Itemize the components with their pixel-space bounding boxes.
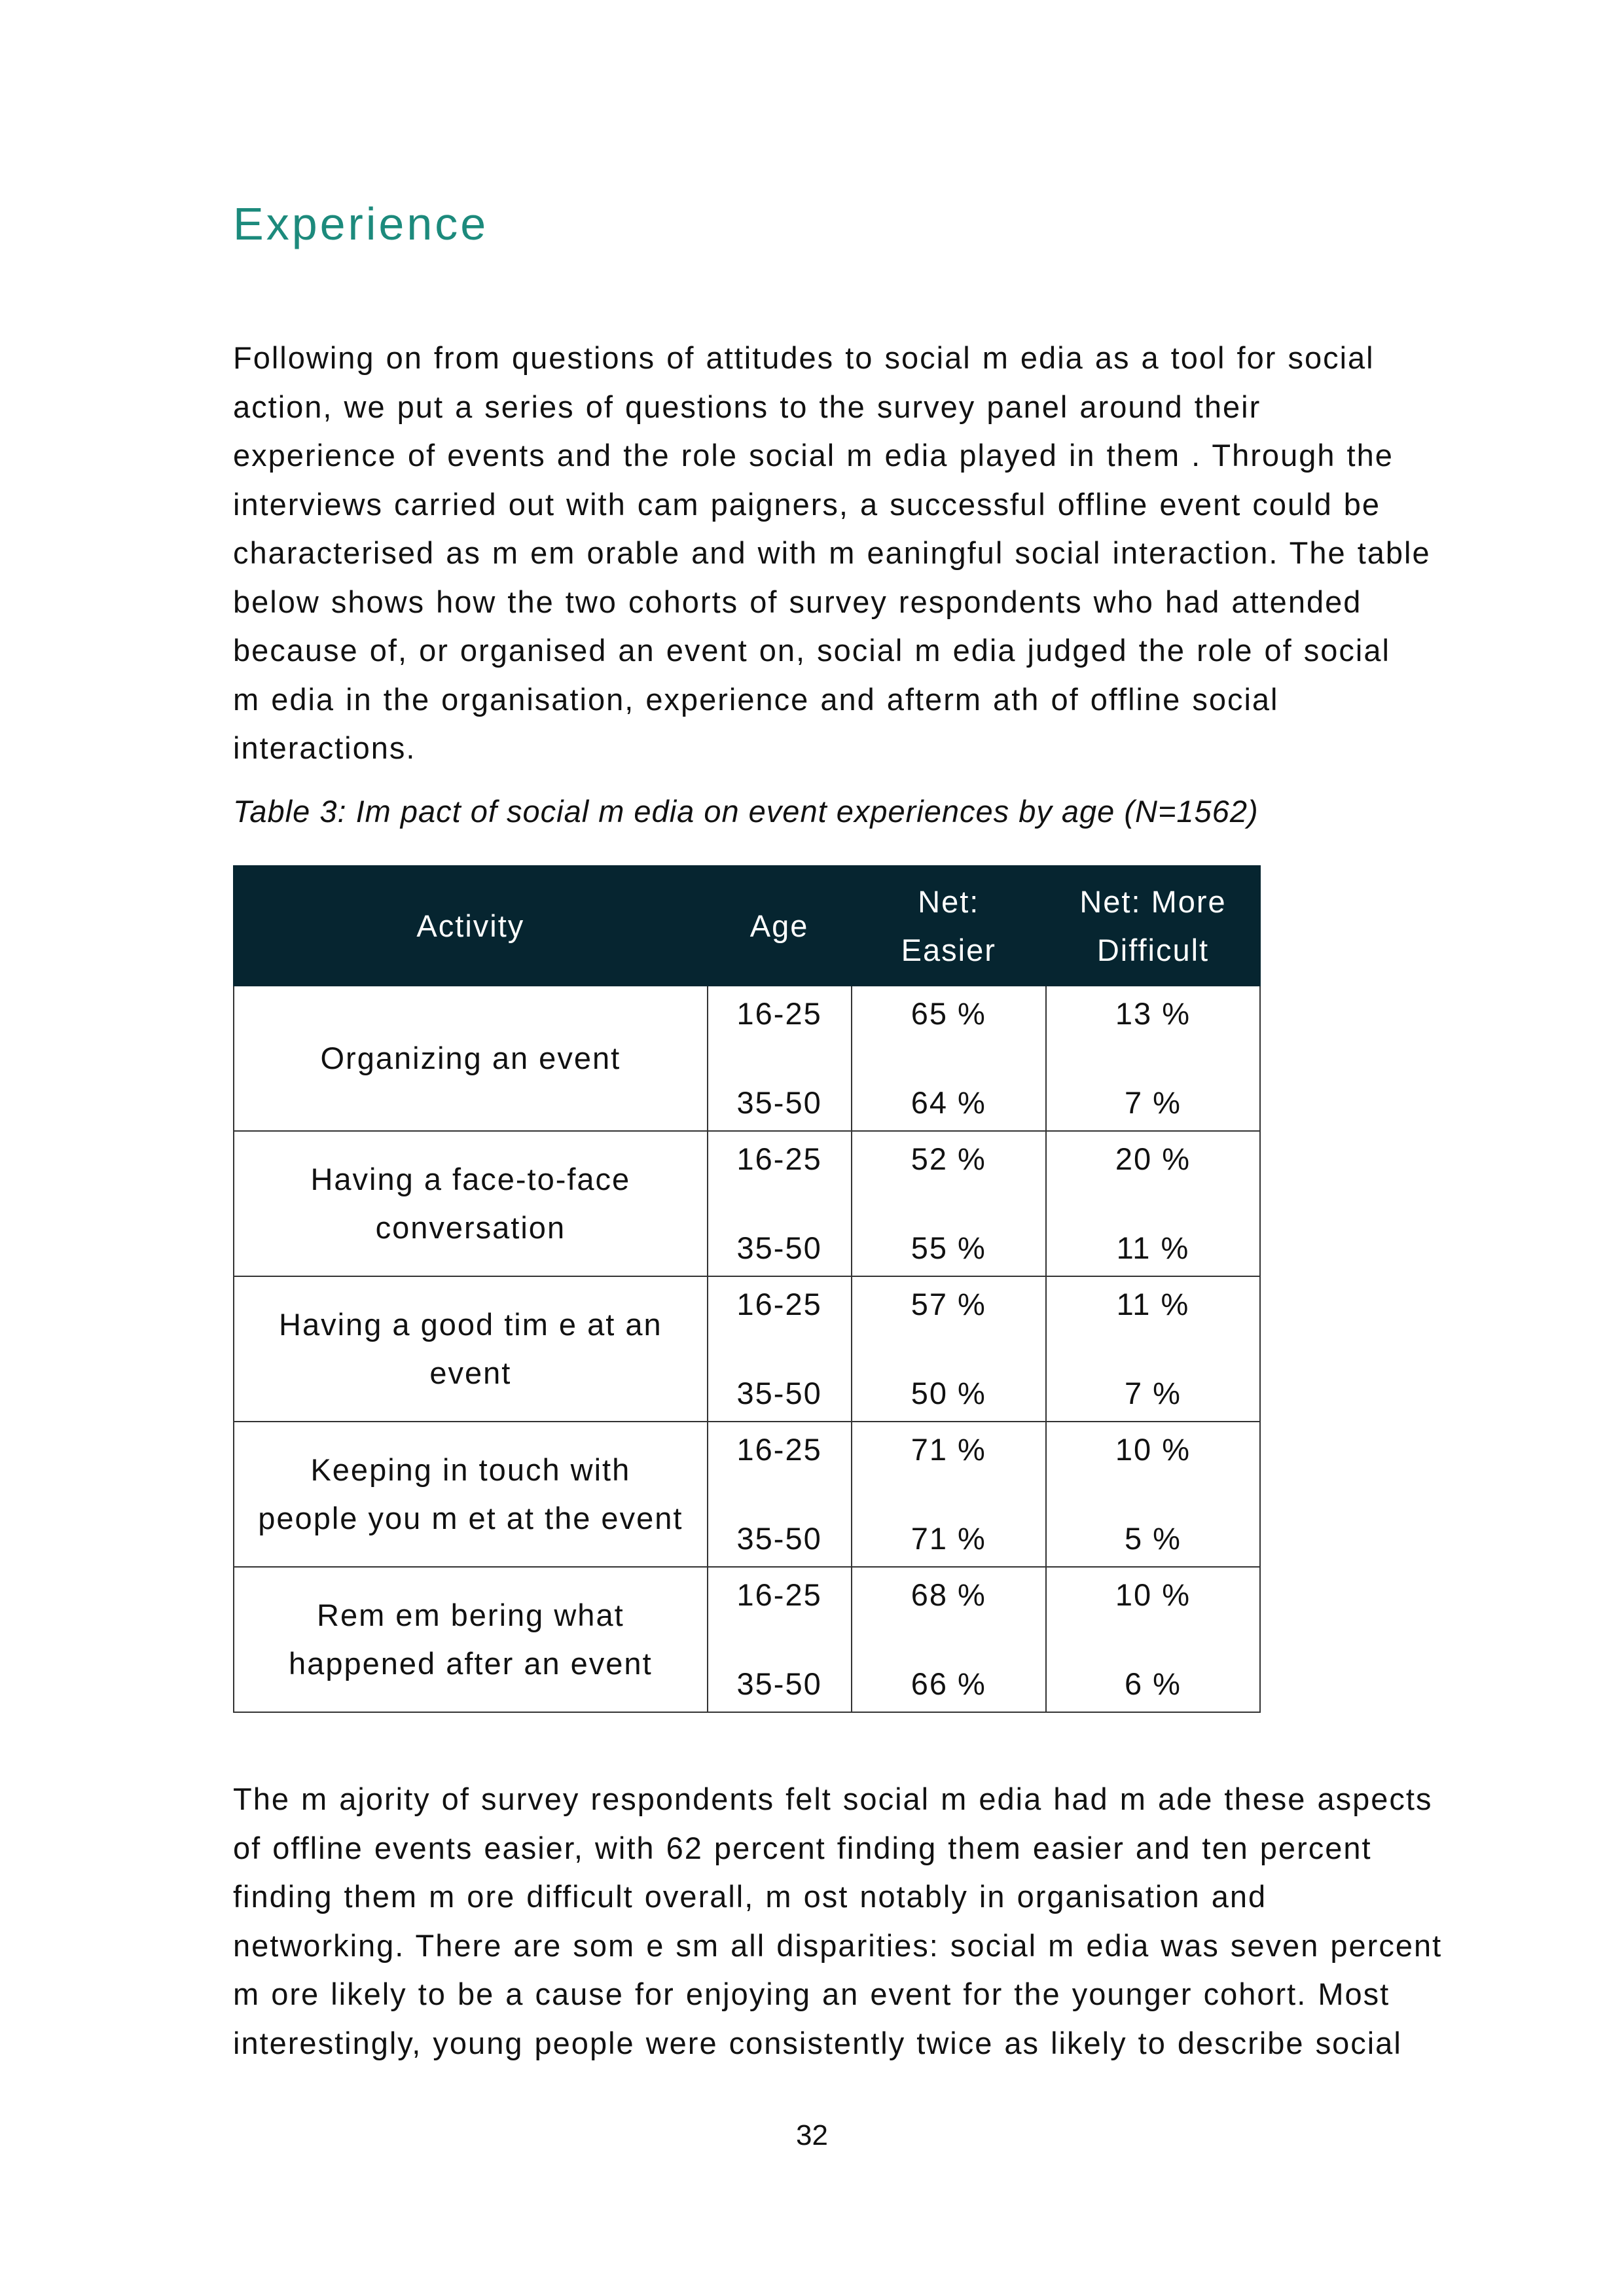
age-value: 16-25 <box>736 996 822 1031</box>
age-value: 35-50 <box>736 1521 822 1556</box>
intro-paragraph <box>233 334 1516 773</box>
table-row <box>234 1276 1260 1422</box>
header-net-difficult-line1: Net: More <box>1079 884 1227 919</box>
difficult-cell <box>1046 1131 1260 1276</box>
easier-value: 68 % <box>911 1577 986 1612</box>
easier-value: 64 % <box>911 1085 986 1120</box>
activity-label: people you m et at the event <box>258 1501 683 1535</box>
age-cell <box>708 986 852 1131</box>
easier-cell <box>852 1131 1046 1276</box>
easier-value: 55 % <box>911 1230 986 1265</box>
activity-cell <box>234 986 708 1131</box>
activity-cell <box>234 1276 708 1422</box>
easier-value: 71 % <box>911 1432 986 1467</box>
easier-cell <box>852 986 1046 1131</box>
age-value: 35-50 <box>736 1230 822 1265</box>
difficult-value: 7 % <box>1124 1085 1182 1120</box>
paragraph-line: action, we put a series of questions to the survey panel around their <box>233 389 1261 424</box>
easier-value: 50 % <box>911 1376 986 1410</box>
activity-label: happened after an event <box>289 1646 653 1681</box>
easier-cell <box>852 1422 1046 1567</box>
easier-value: 65 % <box>911 996 986 1031</box>
paragraph-line: m ore likely to be a cause for enjoying an event for the younger cohort. Most <box>233 1977 1390 2011</box>
table-row <box>234 1567 1260 1712</box>
difficult-value: 11 % <box>1116 1230 1190 1265</box>
paragraph-line: experience of events and the role social m edia played in them . Through the <box>233 438 1394 473</box>
paragraph-line: below shows how the two cohorts of survey respondents who had attended <box>233 584 1362 619</box>
table-caption: Table 3: Im pact of social m edia on event experiences by age (N=1562) <box>233 794 1259 829</box>
header-net-easier-line2: Easier <box>901 932 996 967</box>
header-net-difficult-line2: Difficult <box>1096 932 1210 967</box>
paragraph-line: interviews carried out with cam paigners, a successful offline event could be <box>233 486 1381 522</box>
difficult-value: 10 % <box>1115 1577 1191 1612</box>
paragraph-line: because of, or organised an event on, social m edia judged the role of social <box>233 633 1390 668</box>
activity-label: Rem em bering what <box>317 1598 624 1632</box>
activity-cell <box>234 1422 708 1567</box>
paragraph-line: interactions. <box>233 730 416 765</box>
age-cell <box>708 1422 852 1567</box>
table-row <box>234 986 1260 1131</box>
difficult-cell <box>1046 1276 1260 1422</box>
header-net-easier-line1: Net: <box>918 884 980 919</box>
table-row <box>234 1422 1260 1567</box>
activity-label: Having a good tim e at an <box>279 1307 662 1342</box>
difficult-cell <box>1046 986 1260 1131</box>
section-heading: Experience <box>233 198 489 249</box>
difficult-value: 13 % <box>1115 996 1191 1031</box>
header-net-more-difficult <box>1046 866 1260 986</box>
age-value: 35-50 <box>736 1085 822 1120</box>
difficult-value: 11 % <box>1116 1287 1190 1321</box>
difficult-value: 20 % <box>1115 1141 1191 1176</box>
activity-cell <box>234 1567 708 1712</box>
easier-cell <box>852 1567 1046 1712</box>
easier-cell <box>852 1276 1046 1422</box>
easier-value: 57 % <box>911 1287 986 1321</box>
paragraph-line: Following on from questions of attitudes to social m edia as a tool for social <box>233 340 1375 375</box>
activity-label: Having a face-to-face <box>310 1162 631 1196</box>
activity-label: event <box>429 1355 512 1390</box>
paragraph-line: characterised as m em orable and with m eaningful social interaction. The table <box>233 535 1431 570</box>
age-cell <box>708 1276 852 1422</box>
header-age: Age <box>708 866 852 986</box>
age-value: 16-25 <box>736 1577 822 1612</box>
age-cell <box>708 1567 852 1712</box>
findings-paragraph <box>233 1775 1516 2068</box>
difficult-value: 5 % <box>1124 1521 1182 1556</box>
easier-value: 52 % <box>911 1141 986 1176</box>
paragraph-line: interestingly, young people were consistently twice as likely to describe social <box>233 2025 1402 2060</box>
paragraph-line: networking. There are som e sm all disparities: social m edia was seven percent <box>233 1928 1443 1963</box>
easier-value: 71 % <box>911 1521 986 1556</box>
impact-table <box>233 865 1261 1713</box>
activity-cell <box>234 1131 708 1276</box>
easier-value: 66 % <box>911 1666 986 1701</box>
table-header-row <box>234 866 1260 986</box>
difficult-value: 10 % <box>1115 1432 1191 1467</box>
activity-label: conversation <box>375 1210 566 1245</box>
difficult-cell <box>1046 1422 1260 1567</box>
paragraph-line: The m ajority of survey respondents felt social m edia had m ade these aspects <box>233 1782 1433 1816</box>
activity-label: Organizing an event <box>320 1041 621 1075</box>
difficult-cell <box>1046 1567 1260 1712</box>
age-value: 16-25 <box>736 1432 822 1467</box>
age-cell <box>708 1131 852 1276</box>
paragraph-line: of offline events easier, with 62 percent finding them easier and ten percent <box>233 1830 1372 1865</box>
difficult-value: 6 % <box>1124 1666 1182 1701</box>
header-net-easier <box>852 866 1046 986</box>
header-activity: Activity <box>234 866 708 986</box>
paragraph-line: m edia in the organisation, experience and afterm ath of offline social <box>233 681 1279 717</box>
activity-label: Keeping in touch with <box>310 1452 631 1487</box>
age-value: 16-25 <box>736 1141 822 1176</box>
table-row <box>234 1131 1260 1276</box>
age-value: 35-50 <box>736 1666 822 1701</box>
difficult-value: 7 % <box>1124 1376 1182 1410</box>
page-number: 32 <box>796 2119 828 2151</box>
paragraph-line: finding them m ore difficult overall, m ost notably in organisation and <box>233 1879 1267 1914</box>
age-value: 35-50 <box>736 1376 822 1410</box>
age-value: 16-25 <box>736 1287 822 1321</box>
